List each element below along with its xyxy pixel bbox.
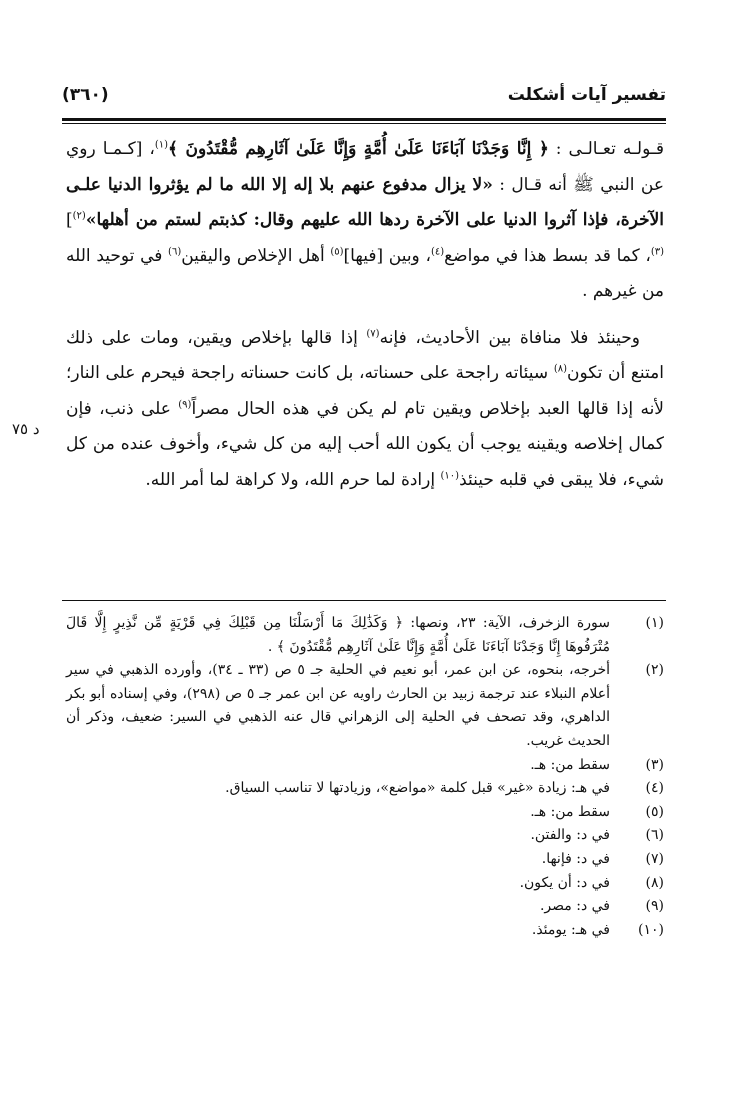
manuscript-margin-note: د ٧٥	[12, 420, 40, 438]
text-span: ]	[66, 210, 73, 230]
header-rule-thin	[62, 123, 666, 124]
text-span: ، [كـمـا روي عن النبي ﷺ أنه قـال :	[66, 139, 664, 195]
paragraph-1	[66, 132, 664, 310]
footnote-number: (٩)	[645, 898, 664, 915]
footnote-number: (٨)	[645, 874, 664, 891]
footnote-item	[66, 754, 664, 778]
verse-intro: قـولـه تعـالـى :	[548, 139, 665, 159]
text-span: ، كما قد بسط هذا في مواضع	[444, 245, 651, 266]
text-span: إرادة لما حرم الله، ولا كراهة لما أمر الله.	[145, 469, 441, 490]
footnote-text: في د: فإنها.	[541, 850, 610, 867]
footnote-text: في هـ: زيادة «غير» قبل كلمة «مواضع»، وزيادتها لا تناسب السياق.	[225, 780, 610, 797]
running-title: تفسير آيات أشكلت	[507, 85, 666, 105]
footnote-ref-3: (٣)	[650, 245, 665, 257]
footnote-item	[66, 777, 664, 801]
footnote-number: (٦)	[645, 827, 664, 844]
text-span: على ذنب، فإن كمال إخلاصه ويقينه يوجب أن يكون الله أحب إليه من كل شيء، وأخوف عنده من كل شيء، فلا يبقى في قلبه حينئذ	[66, 398, 664, 490]
footnote-text: سقط من: هـ.	[530, 756, 610, 773]
footnote-text: في د: أن يكون.	[519, 874, 610, 891]
footnote-ref-2: (٢)	[72, 210, 86, 222]
footnote-ref-7: (٧)	[366, 327, 380, 339]
footnote-item	[66, 848, 664, 872]
footnote-item	[66, 801, 664, 825]
text-span: في توحيد الله من غيرهم .	[66, 245, 664, 301]
quran-verse: ﴿ إِنَّا وَجَدْنَا آبَاءَنَا عَلَىٰ أُمَّةٍ وَإِنَّا عَلَىٰ آثَارِهِم مُّقْتَدُونَ ﴾	[168, 139, 549, 159]
footnote-ref-1: (١)	[154, 139, 169, 151]
footnote-number: (١)	[645, 615, 664, 631]
footnote-ref-4: (٤)	[430, 245, 445, 257]
text-span: سيئاته راجحة على حسناته، بل كانت حسناته راجحة فيحرم على النار؛ لأنه إذا قالها العبد بإخلاص ويقين تام لم يكن في هذه الحال مصراً	[66, 363, 664, 419]
footnote-item	[66, 872, 664, 896]
footnote-ref-9: (٩)	[178, 398, 192, 410]
footnote-number: (٢)	[645, 662, 664, 679]
footnote-item	[66, 895, 664, 919]
footnote-item	[66, 919, 664, 943]
footnote-ref-10: (١٠)	[440, 469, 460, 481]
footnote-text: سقط من: هـ.	[530, 803, 610, 820]
footnote-text: في هـ: يومئذ.	[531, 921, 610, 938]
main-text	[66, 132, 664, 498]
footnote-text: في د: والفتن.	[530, 827, 610, 844]
text-span: وحينئذ فلا منافاة بين الأحاديث، فإنه	[379, 327, 641, 348]
footnote-text: سورة الزخرف، الآية: ٢٣، ونصها: ﴿ وَكَذَٰلِكَ مَا أَرْسَلْنَا مِن قَبْلِكَ فِي قَرْيَةٍ مِّن نَّذِيرٍ إِلَّا قَالَ مُتْرَفُوهَا إِنَّا وَجَدْنَا آبَاءَنَا عَلَىٰ أُمَّةٍ وَإِنَّا عَلَىٰ آثَارِهِم مُّقْتَدُونَ ﴾ .	[66, 615, 610, 655]
page-header	[62, 85, 666, 111]
header-rule	[62, 118, 666, 121]
footnote-ref-8: (٨)	[553, 363, 567, 375]
footnote-separator	[62, 600, 666, 601]
footnote-item	[66, 824, 664, 848]
footnote-number: (٤)	[645, 780, 664, 797]
footnote-number: (٧)	[645, 850, 664, 867]
footnote-text: في د: مصر.	[539, 898, 610, 915]
footnote-number: (١٠)	[638, 921, 664, 938]
footnote-text: أخرجه، بنحوه، عن ابن عمر، أبو نعيم في الحلية جـ ٥ ص (٣٣ ـ ٣٤)، وأورده الذهبي في سير أعلام النبلاء عند ترجمة زبيد بن الحارث راويه عن ابن عمر جـ ٥ ص (٢٩٨)، وفي إسناده أبو بكر الداهري، وقد تصحف في الحلية إلى الزهراني قال عنه الذهبي في السير: ضعيف، وذكر أن الحديث غريب.	[66, 662, 610, 749]
footnote-item	[66, 659, 664, 753]
footnote-number: (٣)	[645, 756, 664, 773]
footnote-item	[66, 612, 664, 659]
footnotes	[66, 612, 664, 942]
text-span: إذا قالها بإخلاص ويقين، ومات على ذلك امتنع أن تكون	[66, 327, 664, 383]
page-number: (٣٦٠)	[62, 85, 109, 105]
footnote-ref-6: (٦)	[168, 245, 182, 257]
text-span: أهل الإخلاص واليقين	[181, 245, 331, 266]
paragraph-2	[66, 321, 664, 499]
hadith-quote: «لا يزال مدفوع عنهم بلا إله إلا الله ما لم يؤثروا الدنيا علـى الآخرة، فإذا آثروا الدنيا على الآخرة ردها الله عليهم وقال: كذبتم لستم من أهلها»	[66, 174, 664, 230]
footnote-ref-5: (٥)	[330, 245, 344, 257]
footnote-number: (٥)	[645, 803, 664, 820]
text-span: ، وبين [فيها]	[343, 245, 431, 266]
